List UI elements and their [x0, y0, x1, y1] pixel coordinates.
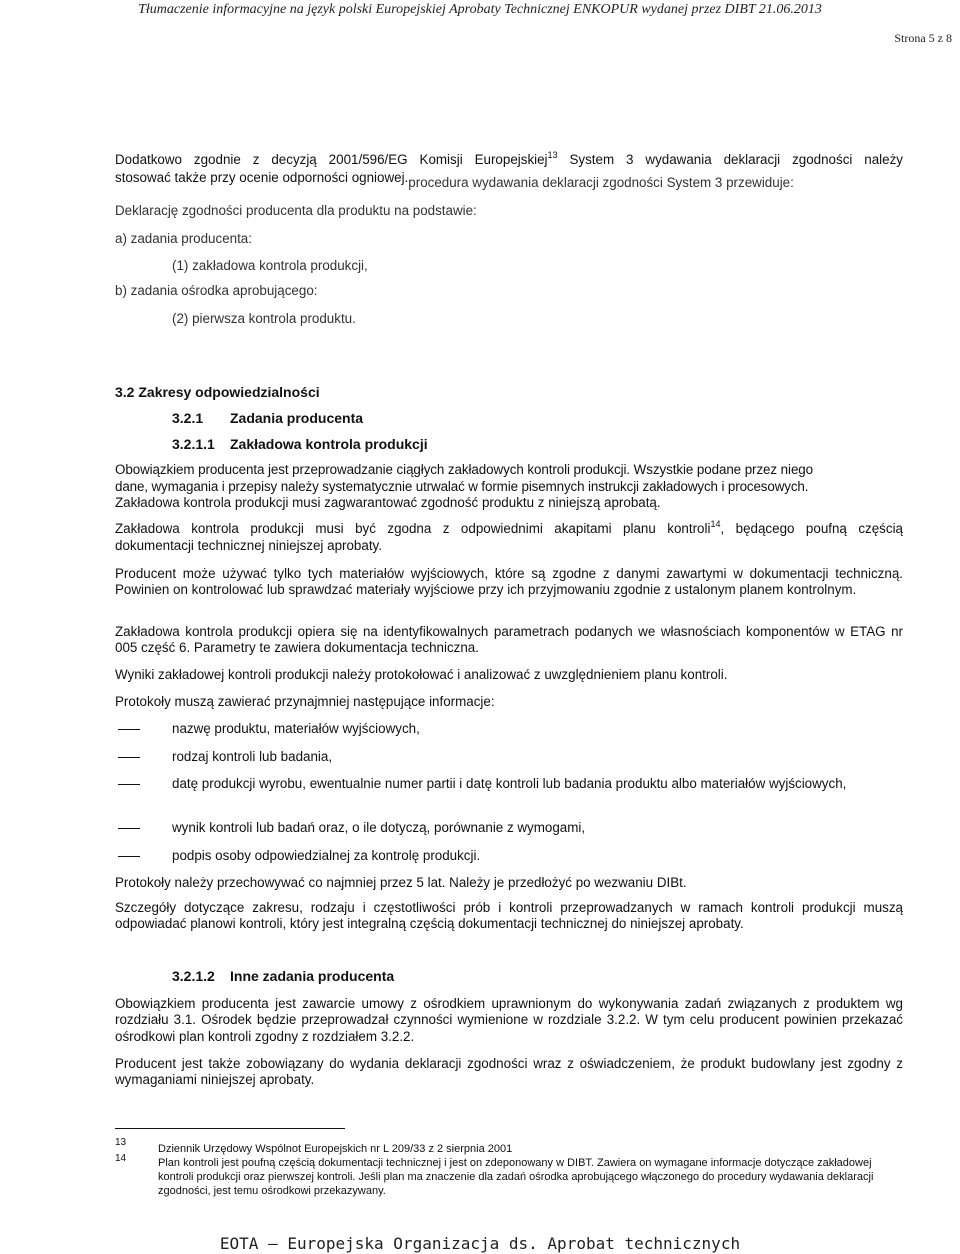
section-title: Inne zadania producenta — [230, 968, 395, 984]
body-paragraph-7: Protokoły należy przechowywać co najmniej przez 5 lat. Należy je przedłożyć po wezwaniu DIBt. — [115, 875, 687, 890]
footnote-14: Plan kontroli jest poufną częścią dokumentacji technicznej i jest on zdeponowany w DIBT. Zawiera on wymagane informacje dotyczące zakładowej kontroli produkcji oraz pierwszej kontroli. Jeśli plan ma znaczenie dla zadań ośrodka aprobującego włączonego do procedury wydawania deklaracji zgodności, jest temu ośrodkowi przekazywany. — [158, 1157, 874, 1197]
intro-paragraph-line2 — [115, 170, 903, 190]
body-paragraph-2-line1 — [115, 521, 903, 537]
intro-line2-a: stosować także przy ocenie odporności ogniowej. — [115, 170, 409, 185]
section-title: Zadania producenta — [230, 410, 364, 426]
footnote-ref-13: 13 — [547, 150, 558, 160]
list-dash — [118, 828, 140, 829]
section-number: 3.2.1.1 — [172, 436, 215, 452]
body-text: Zakładowa kontrola produkcji musi być zgodna z odpowiednimi akapitami planu kontroli — [115, 521, 711, 536]
other-tasks-paragraph-1: Obowiązkiem producenta jest zawarcie umowy z ośrodkiem uprawnionym do wykonywania zadań związanych z produktem wg rozdziału 3.1. Ośrodek będzie przeprowadzał czynności wymienione w rozdziale 3.2.2. W tym celu producent powinien przekazać ośrodkowi plan kontroli zgodny z rozdziałem 3.2.2. — [115, 996, 903, 1044]
section-heading-3-2-1-1 — [172, 436, 428, 452]
section-title: Zakładowa kontrola produkcji — [230, 436, 428, 452]
section-heading-3-2: 3.2 Zakresy odpowiedzialności — [115, 384, 320, 400]
intro-line2-b: procedura wydawania deklaracji zgodności System 3 przewiduje: — [408, 175, 794, 190]
list-item: wynik kontroli lub badań oraz, o ile dotyczą, porównanie z wymogami, — [172, 820, 586, 835]
footnote-number-13: 13 — [115, 1137, 127, 1148]
list-item: nazwę produktu, materiałów wyjściowych, — [172, 721, 420, 736]
footnote-ref-14: 14 — [710, 519, 721, 529]
body-paragraph-2-line2: dokumentacji technicznej niniejszej aprobaty. — [115, 538, 382, 553]
body-paragraph-1-line3: Zakładowa kontrola produkcji musi zagwarantować zgodność produktu z niniejszą aprobatą. — [115, 495, 661, 510]
footnote-separator — [115, 1128, 345, 1129]
intro-paragraph-line1 — [115, 152, 903, 168]
page-footer: EOTA – Europejska Organizacja ds. Aprobat technicznych — [219, 1234, 741, 1253]
list-dash — [118, 757, 140, 758]
list-item: rodzaj kontroli lub badania, — [172, 749, 333, 764]
declaration-basis: Deklarację zgodności producenta dla produktu na podstawie: — [115, 203, 477, 218]
page-header-title: Tłumaczenie informacyjne na język polski Europejskiej Aprobaty Technicznej ENKOPUR wydanej przez DIBT 21.06.2013 — [138, 2, 822, 17]
item-b: b) zadania ośrodka aprobującego: — [115, 283, 318, 298]
body-paragraph-3: Producent może używać tylko tych materiałów wyjściowych, które są zgodne z danymi zawartymi w dokumentacji techniczną. Powinien on kontrolować lub sprawdzać materiały wyjściowe przy ich przyjmowaniu zgodnie z ustalonym planem kontrolnym. — [115, 566, 903, 598]
section-number: 3.2.1.2 — [172, 968, 215, 984]
page-number: Strona 5 z 8 — [894, 31, 952, 45]
list-item: podpis osoby odpowiedzialnej za kontrolę produkcji. — [172, 848, 481, 863]
section-number: 3.2.1 — [172, 410, 204, 426]
footnote-number-14: 14 — [115, 1153, 127, 1164]
intro-text-b: System 3 wydawania deklaracji zgodności należy — [557, 152, 903, 167]
other-tasks-paragraph-2: Producent jest także zobowiązany do wydania deklaracji zgodności wraz z oświadczeniem, że produkt budowlany jest zgodny z wymaganiami niniejszej aprobaty. — [115, 1056, 903, 1088]
section-heading-3-2-1-2 — [172, 968, 394, 984]
section-heading-3-2-1 — [172, 410, 363, 426]
list-item: datę produkcji wyrobu, ewentualnie numer partii i datę kontroli lub badania produktu albo materiałów wyjściowych, — [172, 776, 847, 791]
body-paragraph-1-line1: Obowiązkiem producenta jest przeprowadzanie ciągłych zakładowych kontroli produkcji. Wszystkie podane przez niego — [115, 462, 814, 477]
intro-text-a: Dodatkowo zgodnie z decyzją 2001/596/EG Komisji Europejskiej — [115, 152, 548, 167]
body-paragraph-6: Protokoły muszą zawierać przynajmniej następujące informacje: — [115, 694, 495, 709]
list-dash — [118, 729, 140, 730]
item-a: a) zadania producenta: — [115, 231, 252, 246]
list-dash — [118, 856, 140, 857]
list-dash — [118, 784, 140, 785]
body-paragraph-1-line2: dane, wymagania i przepisy należy systematycznie utrwalać w formie pisemnych instrukcji zakładowych i procesowych. — [115, 479, 809, 494]
item-b2: (2) pierwsza kontrola produktu. — [172, 311, 356, 326]
body-paragraph-4: Zakładowa kontrola produkcji opiera się na identyfikowalnych parametrach podanych we własnościach komponentów w ETAG nr 005 część 6. Parametry te zawiera dokumentacja techniczna. — [115, 624, 903, 656]
item-a1: (1) zakładowa kontrola produkcji, — [172, 258, 368, 273]
body-text: , będącego poufną częścią — [720, 521, 903, 536]
footnote-13: Dziennik Urzędowy Wspólnot Europejskich nr L 209/33 z 2 sierpnia 2001 — [158, 1143, 513, 1155]
body-paragraph-8: Szczegóły dotyczące zakresu, rodzaju i częstotliwości prób i kontroli przeprowadzanych w ramach kontroli produkcji muszą odpowiadać planowi kontroli, który jest integralną częścią dokumentacji technicznej do niniejszej aprobaty. — [115, 900, 903, 932]
body-paragraph-5: Wyniki zakładowej kontroli produkcji należy protokołować i analizować z uwzględnieniem planu kontroli. — [115, 667, 728, 682]
